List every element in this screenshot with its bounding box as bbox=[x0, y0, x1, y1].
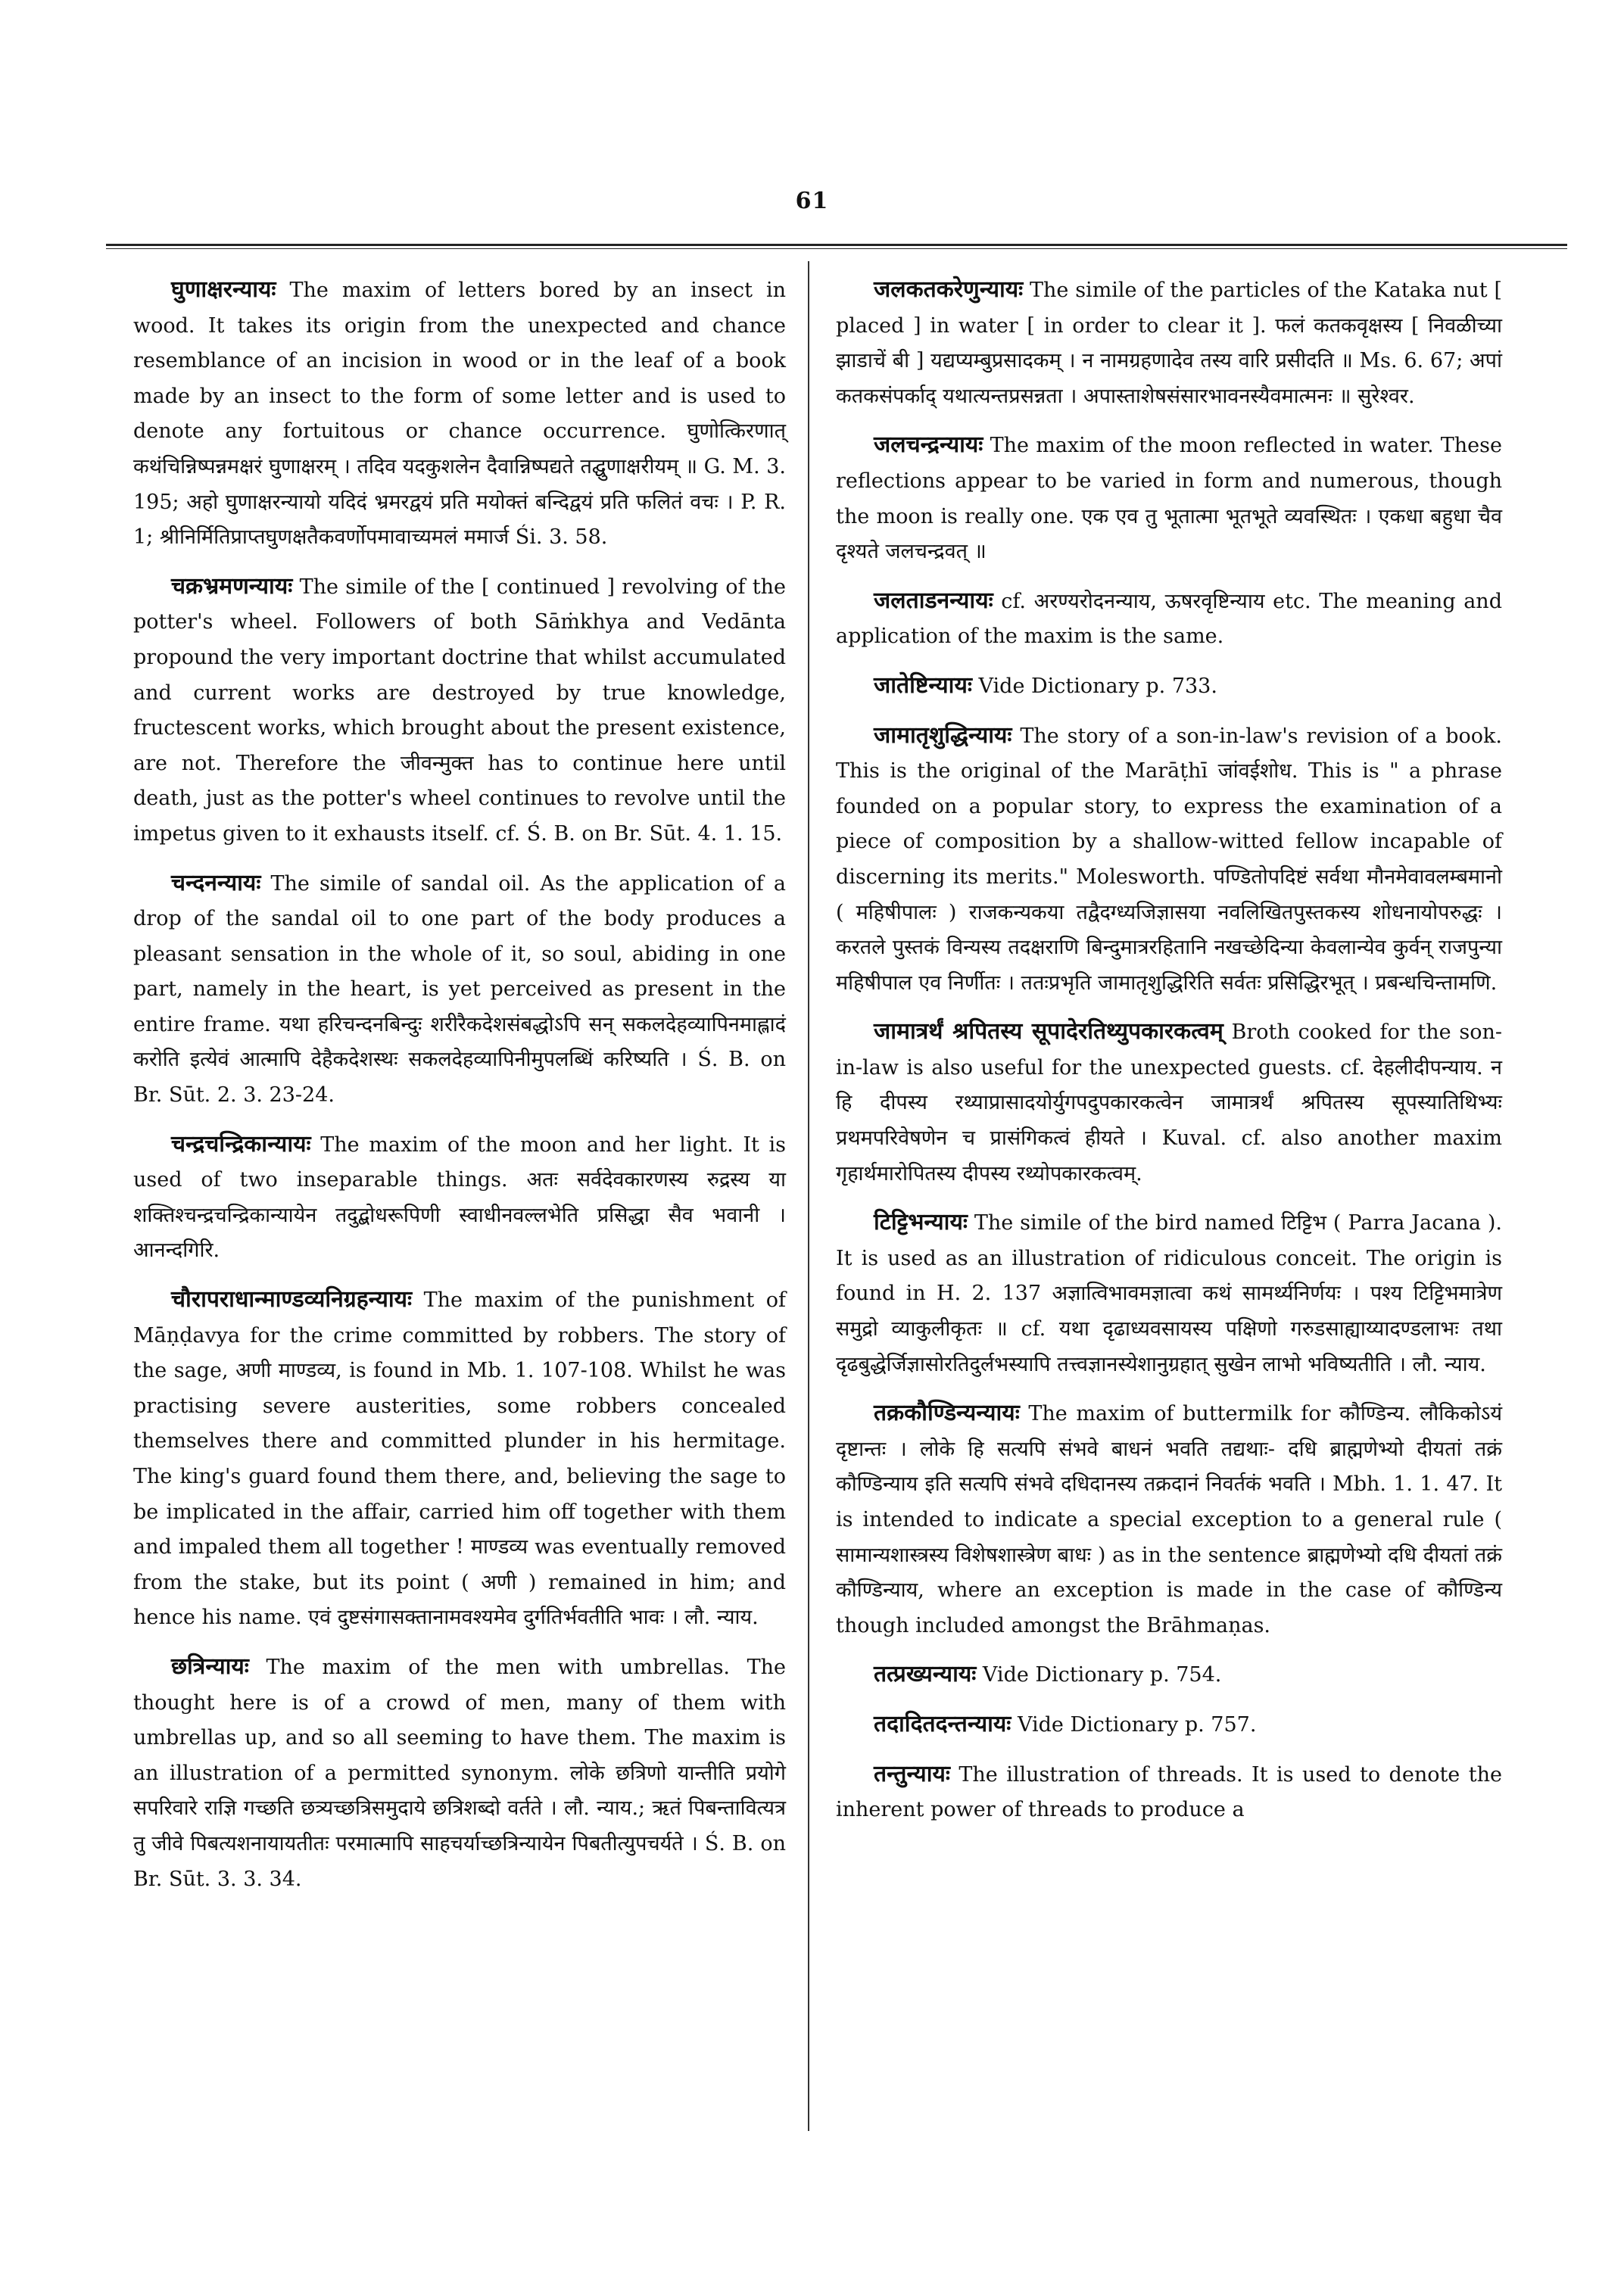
maxim-headword: जलताडनन्यायः bbox=[874, 587, 993, 614]
maxim-entry bbox=[836, 1657, 1502, 1693]
maxim-text: Broth cooked for the son-in-law is also useful for the unexpected guests. cf. देहलीदीपन्याय. न हि दीपस्य रथ्याप्रासादयोर्युगपदुपकारकत्वेन जामात्रर्थं श्रपितस्य सूपस्यातिथिभ्यः प्रथमपरिवेषणेन च प्रासंगिकत्वं हीयते । Kuval. cf. also another maxim गृहार्थमारोपितस्य दीपस्य रथ्योपकारकत्वम्. bbox=[836, 1020, 1502, 1185]
maxim-headword: जलचन्द्रन्यायः bbox=[874, 431, 983, 459]
maxim-entry bbox=[836, 1757, 1502, 1828]
maxim-text: The maxim of the men with umbrellas. The thought here is of a crowd of men, many of them with umbrellas up, and so all seeming to have them. The maxim is an illustration of a permitted synonym. लोके छत्रिणो यान्तीति प्रयोगे सपरिवारे राज्ञि गच्छति छत्र्यच्छत्रिसमुदाये छत्रिशब्दो वर्तते । लौ. न्याय.; ऋतं पिबन्तावित्यत्र तु जीवे पिबत्यशनायायतीतः परमात्मापि साहचर्याच्छत्रिन्यायेन पिबतीत्युपचर्यते । Ś. B. on Br. Sūt. 3. 3. 34. bbox=[133, 1655, 786, 1891]
maxim-text: The simile of the particles of the Kataka nut [ placed ] in water [ in order to clear it ]. फलं कतकवृक्षस्य [ निवळीच्या झाडाचें बी ] यद्यप्यम्बुप्रसादकम् । न नामग्रहणादेव तस्य वारि प्रसीदति ॥ Ms. 6. 67; अपां कतकसंपर्काद् यथात्यन्तप्रसन्नता । अपास्ताशेषसंसारभावनस्यैवमात्मनः ॥ सुरेश्वर. bbox=[836, 279, 1502, 408]
maxim-text: cf. अरण्यरोदनन्याय, ऊषरवृष्टिन्याय etc. The meaning and application of the maxim is the same. bbox=[836, 589, 1502, 649]
maxim-headword: तन्तुन्यायः bbox=[874, 1760, 950, 1787]
maxim-entry bbox=[133, 1650, 786, 1897]
column-divider bbox=[808, 261, 809, 2131]
maxim-headword: तत्प्रख्यन्यायः bbox=[874, 1661, 977, 1688]
maxim-entry bbox=[133, 1127, 786, 1269]
maxim-headword: जामात्रर्थं श्रपितस्य सूपादेरतिथ्युपकारकत्वम् bbox=[874, 1018, 1223, 1045]
maxim-headword: चन्दनन्यायः bbox=[171, 869, 261, 896]
maxim-headword: जलकतकरेणुन्यायः bbox=[874, 276, 1024, 303]
maxim-entry bbox=[133, 273, 786, 556]
maxim-entry bbox=[836, 1396, 1502, 1643]
maxim-headword: छत्रिन्यायः bbox=[171, 1653, 249, 1680]
maxim-text: The maxim of the punishment of Māṇḍavya for the crime committed by robbers. The story of the sage, अणी माण्डव्य, is found in Mb. 1. 107-108. Whilst he was practising severe austerities, some robbers concealed themselves there and committed plunder in his hermitage. The king's guard found them there, and, believing the sage to be implicated in the affair, carried him off together with them and impaled them all together ! माण्डव्य was eventually removed from the stake, but its point ( अणी ) remained in him; and hence his name. एवं दुष्टसंगासक्तानामवश्यमेव दुर्गतिर्भवतीति भावः । लौ. न्याय. bbox=[133, 1288, 786, 1630]
maxim-entry bbox=[836, 273, 1502, 414]
maxim-headword: तदादितदन्तन्यायः bbox=[874, 1710, 1011, 1737]
right-column bbox=[836, 273, 1502, 1842]
maxim-headword: चौरापराधान्माण्डव्यनिग्रहन्यायः bbox=[171, 1286, 413, 1313]
maxim-text: The simile of sandal oil. As the application of a drop of the sandal oil to one part of the body produces a pleasant sensation in the whole of it, so soul, abiding in one part, namely in the heart, is yet perceived as present in the entire frame. यथा हरिचन्दनबिन्दुः शरीरैकदेशसंबद्धोऽपि सन् सकलदेहव्यापिनमाह्लादं करोति इत्येवं आत्मापि देहैकदेशस्थः सकलदेहव्यापिनीमुपलब्धिं करिष्यति । Ś. B. on Br. Sūt. 2. 3. 23-24. bbox=[133, 871, 786, 1108]
maxim-text: Vide Dictionary p. 754. bbox=[982, 1663, 1222, 1687]
maxim-headword: चन्द्रचन्द्रिकान्यायः bbox=[171, 1130, 311, 1157]
maxim-text: The maxim of the moon and her light. It is used of two inseparable things. अतः सर्वदेवकारणस्य रुद्रस्य या शक्तिश्चन्द्रचन्द्रिकान्यायेन तदुद्बोधरूपिणी स्वाधीनवल्लभेति प्रसिद्धा सैव भवानी । आनन्दगिरि. bbox=[133, 1132, 786, 1263]
maxim-text: The simile of the [ continued ] revolving of the potter's wheel. Followers of both Sāṁkhya and Vedānta propound the very important doctrine that whilst accumulated and current works are destroyed by true knowledge, fructescent works, which brought about the present existence, are not. Therefore the जीवन्मुक्त has to continue here until death, just as the potter's wheel continues to revolve until the impetus given to it exhausts itself. cf. Ś. B. on Br. Sūt. 4. 1. 15. bbox=[133, 575, 786, 846]
maxim-headword: घुणाक्षरन्यायः bbox=[171, 276, 276, 303]
maxim-text: The maxim of letters bored by an insect in wood. It takes its origin from the unexpected and chance resemblance of an incision in wood or in the leaf of a book made by an insect to the form of some letter and is used to denote any fortuitous or chance occurrence. घुणोत्किरणात् कथंचिन्निष्पन्नमक्षरं घुणाक्षरम् । तदिव यदकुशलेन दैवान्निष्पद्यते तद्घुणाक्षरीयम् ॥ G. M. 3. 195; अहो घुणाक्षरन्यायो यदिदं भ्रमरद्वयं प्रति मयोक्तं बन्दिद्वयं प्रति फलितं वचः । P. R. 1; श्रीनिर्मितिप्राप्तघुणक्षतैकवर्णोपमावाच्यमलं ममार्ज Śi. 3. 58. bbox=[133, 279, 786, 550]
maxim-entry bbox=[836, 1014, 1502, 1192]
maxim-text: The simile of the bird named टिट्टिभ ( Parra Jacana ). It is used as an illustration of ridiculous conceit. The origin is found in H. 2. 137 अज्ञात्विभावमज्ञात्वा कथं सामर्थ्यनिर्णयः । पश्य टिट्टिभमात्रेण समुद्रो व्याकुलीकृतः ॥ cf. यथा दृढाध्यवसायस्य पक्षिणो गरुडसाह्याय्यादण्डलाभः तथा दृढबुद्धेर्जिज्ञासोरतिदुर्लभस्यापि तत्त्वज्ञानस्येशानुग्रहात् सुखेन लाभो भविष्यतीति । लौ. न्याय. bbox=[836, 1211, 1502, 1376]
maxim-entry bbox=[836, 428, 1502, 569]
left-column bbox=[133, 273, 786, 1911]
maxim-text: The maxim of buttermilk for कौण्डिन्य. लौकिकोऽयं दृष्टान्तः । लोके हि सत्यपि संभवे बाधनं भवति तद्यथाः- दधि ब्राह्मणेभ्यो दीयतां तक्रं कौण्डिन्याय इति सत्यपि संभवे दधिदानस्य तक्रदानं निवर्तकं भवति । Mbh. 1. 1. 47. It is intended to indicate a special exception to a general rule ( सामान्यशास्त्रस्य विशेषशास्त्रेण बाधः ) as in the sentence ब्राह्मणेभ्यो दधि दीयतां तक्रं कौण्डिन्याय, where an exception is made in the case of कौण्डिन्य though included amongst the Brāhmaṇas. bbox=[836, 1402, 1502, 1637]
page-number: 61 bbox=[795, 188, 829, 214]
maxim-entry bbox=[836, 584, 1502, 655]
maxim-text: The illustration of threads. It is used to denote the inherent power of threads to produce a bbox=[836, 1762, 1502, 1822]
maxim-text: The story of a son-in-law's revision of a book. This is the original of the Marāṭhī जांवईशोध. This is " a phrase founded on a popular story, to express the examination of a piece of composition by a shallow-witted fellow incapable of discerning its merits." Molesworth. पण्डितोपदिष्टं सर्वथा मौनमेवावलम्बमानो ( महिषीपालः ) राजकन्यकया तद्वैदग्ध्यजिज्ञासया नवलिखितपुस्तकस्य शोधनायोपरुद्धः । करतले पुस्तकं विन्यस्य तदक्षराणि बिन्दुमात्ररहितानि नखच्छेदिन्या केवलान्येव कुर्वन् राजपुन्या महिषीपाल एव निर्णीतः । ततःप्रभृति जामातृशुद्धिरिति सर्वतः प्रसिद्धिरभूत् । प्रबन्धचिन्तामणि. bbox=[836, 724, 1502, 995]
maxim-entry bbox=[836, 718, 1502, 1002]
maxim-headword: चक्रभ्रमणन्यायः bbox=[171, 572, 293, 600]
maxim-headword: जामातृशुद्धिन्यायः bbox=[874, 721, 1012, 749]
maxim-entry bbox=[836, 1205, 1502, 1382]
maxim-text: The maxim of the moon reflected in water. These reflections appear to be varied in form and numerous, though the moon is really one. एक एव तु भूतात्मा भूतभूते व्यवस्थितः । एकधा बहुधा चैव दृश्यते जलचन्द्रवत् ॥ bbox=[836, 434, 1502, 564]
header-rule bbox=[106, 244, 1567, 249]
maxim-headword: जातेष्टिन्यायः bbox=[874, 671, 972, 699]
maxim-headword: तक्रकौण्डिन्यन्यायः bbox=[874, 1400, 1020, 1427]
maxim-text: Vide Dictionary p. 733. bbox=[978, 674, 1217, 698]
maxim-headword: टिट्टिभन्यायः bbox=[874, 1209, 968, 1236]
maxim-entry bbox=[133, 866, 786, 1114]
maxim-entry bbox=[133, 569, 786, 852]
maxim-text: Vide Dictionary p. 757. bbox=[1017, 1712, 1257, 1737]
maxim-entry bbox=[836, 668, 1502, 705]
maxim-entry bbox=[836, 1707, 1502, 1743]
maxim-entry bbox=[133, 1282, 786, 1636]
